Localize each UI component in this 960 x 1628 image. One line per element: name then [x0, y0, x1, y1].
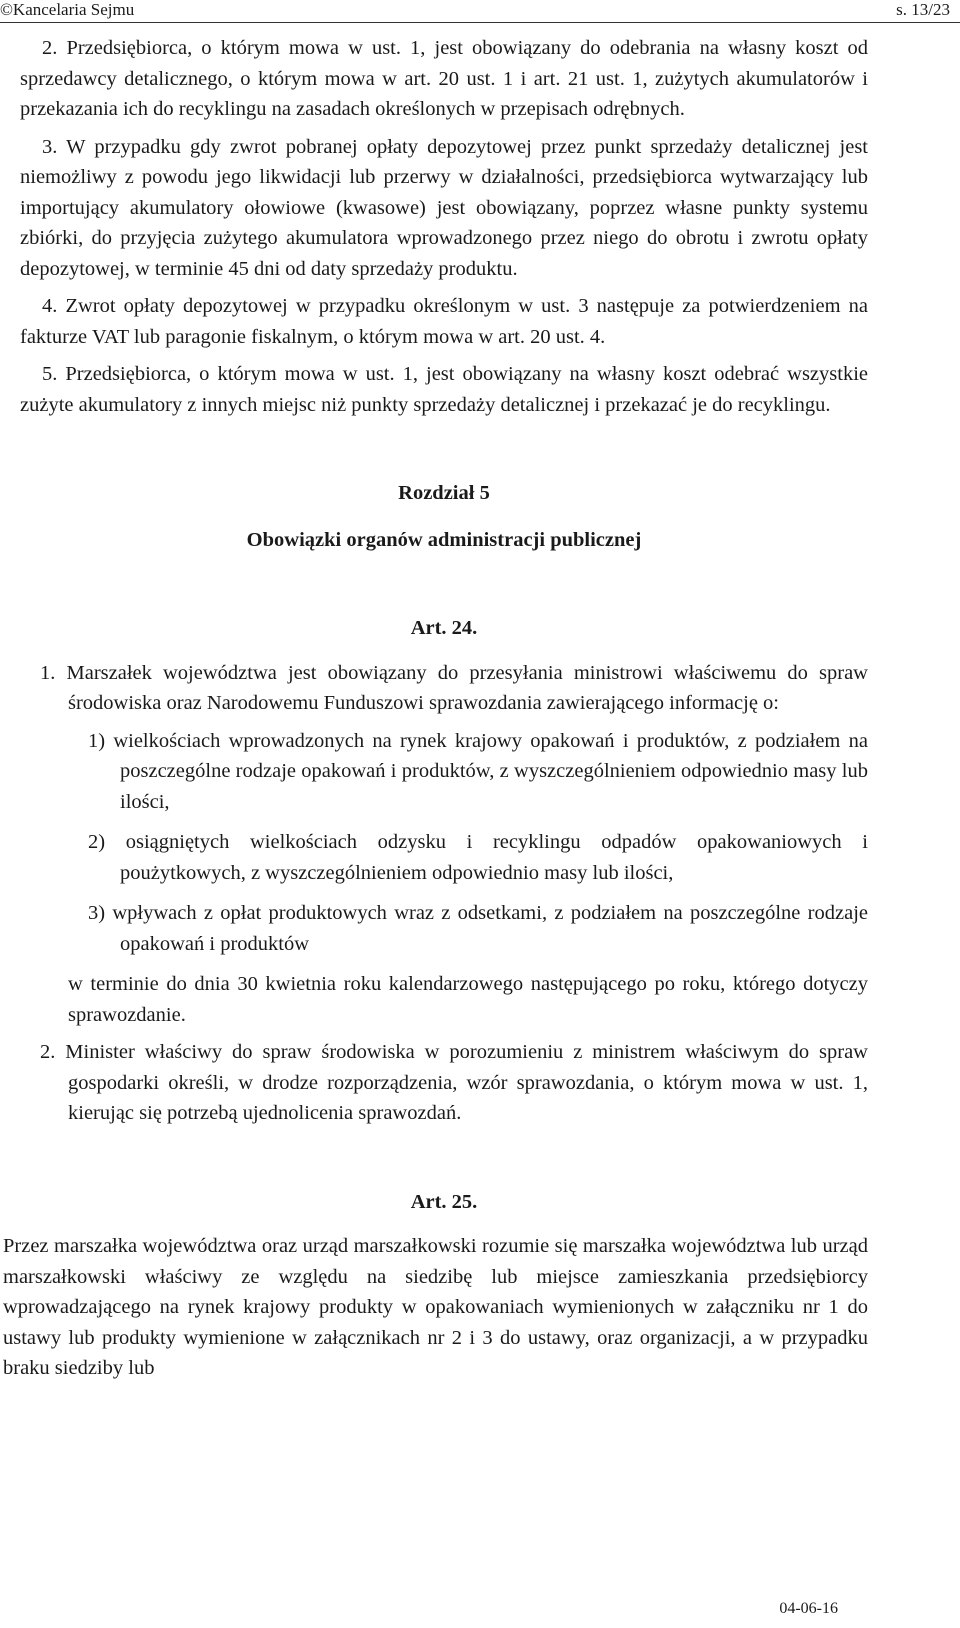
art24-deadline-text: w terminie do dnia 30 kwietnia roku kalendarzowego następującego po roku, którego dotyczy sprawozdanie. [68, 973, 868, 1026]
art25-text: Przez marszałka województwa oraz urząd marszałkowski rozumie się marszałka województwa lub urząd marszałkowski właściwy ze względu na siedzibę lub miejsce zamieszkania przedsiębiorcy wprowadzającego na rynek krajowy produkty w opakowaniach wymienionych w załączniku nr 1 do ustawy lub produkty wymienione w załącznikach nr 2 i 3 do ustawy, oraz organizacji, a w przypadku braku siedziby lub [3, 1235, 868, 1379]
header-source: ©Kancelaria Sejmu [0, 0, 135, 19]
footer-date: 04-06-16 [779, 1600, 838, 1617]
art23-paragraph-5: 5. Przedsiębiorca, o którym mowa w ust. 1, jest obowiązany na własny koszt odebrać wszystkie zużyte akumulatory z innych miejsc niż punkty sprzedaży detalicznej i przekazać je do recyklingu. [20, 363, 868, 416]
art24-list-item-1: 1) wielkościach wprowadzonych na rynek krajowy opakowań i produktów, z podziałem na poszczególne rodzaje opakowań i produktów, z wyszczególnieniem odpowiednio masy lub ilości, [88, 729, 868, 813]
page-header [0, 0, 960, 20]
art23-paragraph-3: 3. W przypadku gdy zwrot pobranej opłaty depozytowej przez punkt sprzedaży detalicznej jest niemożliwy z powodu jego likwidacji lub przerwy w działalności, przedsiębiorca wytwarzający lub importujący akumulatory ołowiowe (kwasowe) jest obowiązany, poprzez własne punkty systemu zbiórki, do przyjęcia zużytego akumulatora wprowadzonego przez niego do obrotu i zwrotu opłaty depozytowej, w terminie 45 dni od daty sprzedaży produktu. [20, 135, 868, 280]
chapter-title: Obowiązki organów administracji publicznej [246, 528, 642, 551]
art23-paragraph-4: 4. Zwrot opłaty depozytowej w przypadku określonym w ust. 3 następuje za potwierdzeniem na fakturze VAT lub paragonie fiskalnym, o którym mowa w art. 20 ust. 4. [20, 295, 868, 348]
art23-paragraph-2: 2. Przedsiębiorca, o którym mowa w ust. 1, jest obowiązany do odebrania na własny koszt od sprzedawcy detalicznego, o którym mowa w art. 20 ust. 1 i art. 21 ust. 1, zużytych akumulatorów i przekazania ich do recyklingu na zasadach określonych w przepisach odrębnych. [20, 37, 868, 120]
art25-heading: Art. 25. [410, 1190, 478, 1213]
art24-list-item-2: 2) osiągniętych wielkościach odzysku i recyklingu odpadów opakowaniowych i poużytkowych, z wyszczególnieniem odpowiednio masy lub ilości, [88, 831, 868, 884]
document-body [3, 33, 868, 1384]
header-page-number: s. 13/23 [896, 0, 950, 19]
art24-item-2: 2. Minister właściwy do spraw środowiska w porozumieniu z ministrem właściwym do spraw gospodarki określi, w drodze rozporządzenia, wzór sprawozdania, o którym mowa w ust. 1, kierując się potrzebą ujednolicenia sprawozdań. [40, 1041, 868, 1124]
art24-list-item-3: 3) wpływach z opłat produktowych wraz z odsetkami, z podziałem na poszczególne rodzaje opakowań i produktów [88, 902, 868, 955]
art24-item-1: 1. Marszałek województwa jest obowiązany do przesyłania ministrowi właściwemu do spraw środowiska oraz Narodowemu Funduszowi sprawozdania zawierającego informację o: [40, 661, 868, 714]
chapter-number: Rozdział 5 [398, 482, 490, 504]
art24-heading: Art. 24. [410, 617, 478, 639]
header-divider [0, 22, 960, 23]
